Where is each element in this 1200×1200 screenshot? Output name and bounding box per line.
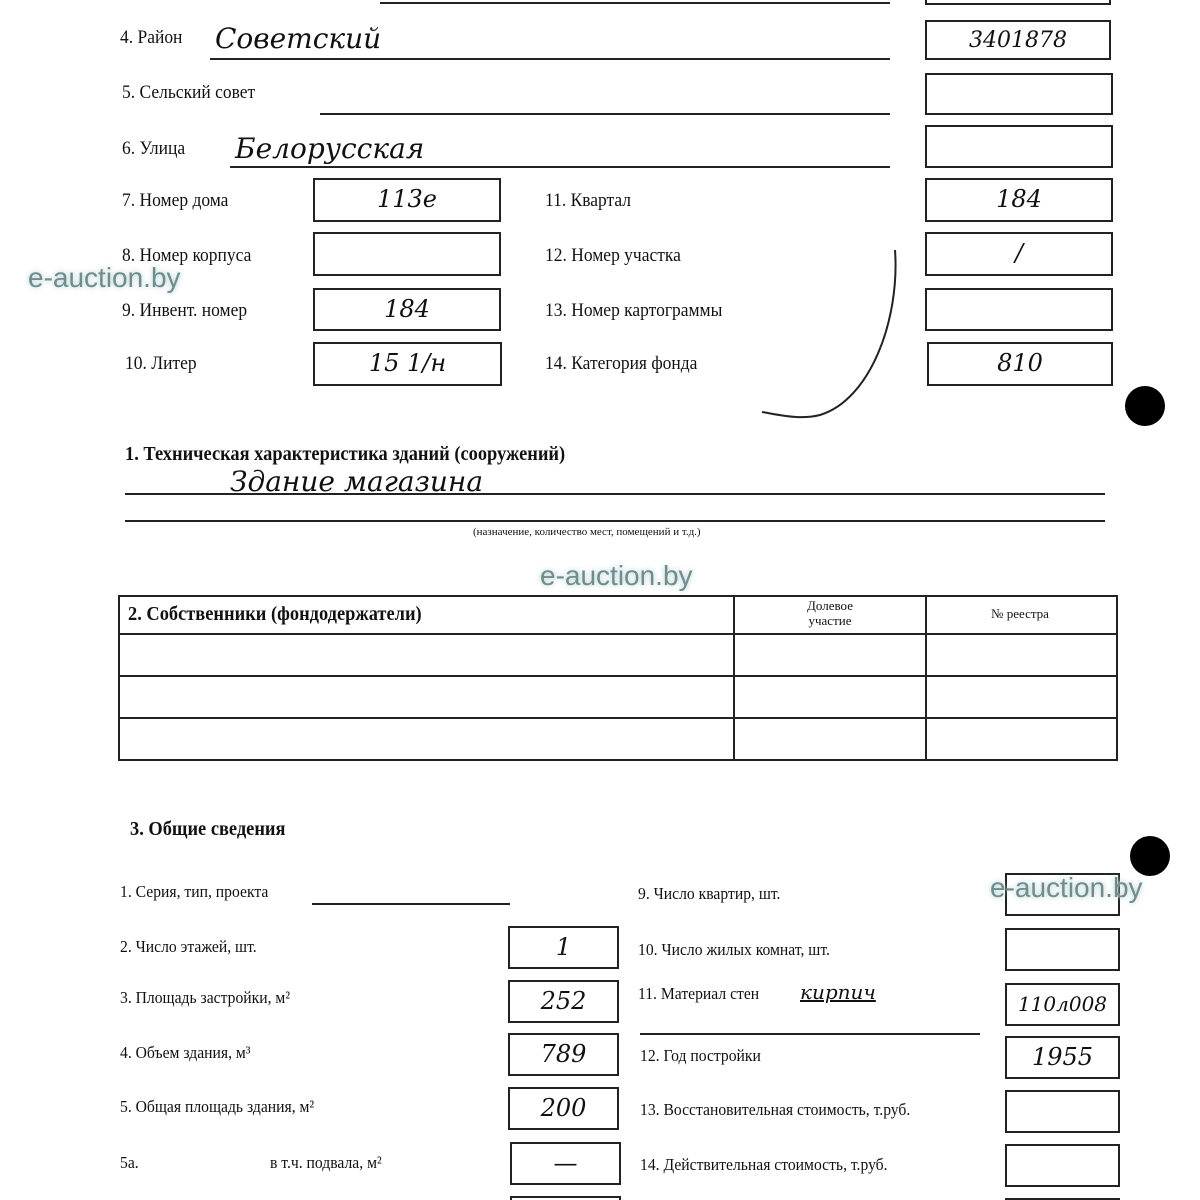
divider (733, 595, 735, 761)
rule (230, 166, 890, 168)
rooms-box (1005, 928, 1120, 971)
area-label: 5. Общая площадь здания, м² (120, 1097, 315, 1116)
house-value: 113е (376, 185, 437, 213)
year-box (1005, 1036, 1120, 1079)
block-value: 184 (996, 185, 1042, 213)
rule (640, 1033, 980, 1035)
rule (125, 520, 1105, 522)
year-value: 1955 (1031, 1043, 1094, 1071)
walls-box (1005, 983, 1120, 1026)
section1-value: Здание магазина (230, 465, 484, 498)
rule (125, 493, 1105, 495)
rule (312, 903, 510, 905)
area-value: 200 (540, 1094, 587, 1122)
restoration-cost-label: 13. Восстановительная стоимость, т.руб. (640, 1100, 911, 1119)
village-council-label: 5. Сельский совет (122, 82, 256, 103)
liter-box (313, 342, 502, 386)
house-label: 7. Номер дома (122, 190, 229, 211)
rule (320, 113, 890, 115)
section1-title: 1. Техническая характеристика зданий (сооружений) (125, 443, 566, 465)
divider (118, 633, 1118, 635)
building-label: 8. Номер корпуса (122, 245, 252, 266)
restoration-cost-box (1005, 1090, 1120, 1133)
field-box (510, 1196, 621, 1200)
apartments-label: 9. Число квартир, шт. (638, 884, 781, 903)
field-box (925, 0, 1111, 5)
cartogram-box (925, 288, 1113, 331)
volume-box (508, 1033, 619, 1076)
footprint-value: 252 (540, 987, 587, 1015)
walls-label: 11. Материал стен (638, 984, 760, 1003)
walls-material: кирпич (800, 980, 876, 1004)
col-share: Долевое участие (807, 598, 853, 628)
fund-value: 810 (997, 349, 1043, 377)
series-label: 1. Серия, тип, проекта (120, 882, 269, 901)
fund-label: 14. Категория фонда (545, 353, 698, 374)
district-code: 3401878 (969, 28, 1067, 53)
watermark: e-auction.by (28, 262, 181, 293)
field-box (925, 125, 1113, 168)
cartogram-label: 13. Номер картограммы (545, 300, 723, 321)
street-label: 6. Улица (122, 138, 186, 159)
section2-title: 2. Собственники (фондодержатели) (128, 603, 422, 625)
pen-stroke (750, 240, 910, 430)
walls-code: 110л008 (1017, 992, 1108, 1016)
watermark: e-auction.by (540, 560, 693, 591)
watermark: e-auction.by (990, 872, 1143, 903)
footprint-label: 3. Площадь застройки, м² (120, 988, 291, 1007)
liter-label: 10. Литер (125, 353, 197, 374)
building-box (313, 232, 501, 276)
plot-box (925, 232, 1113, 276)
floors-label: 2. Число этажей, шт. (120, 937, 257, 956)
actual-cost-box (1005, 1144, 1120, 1187)
divider (118, 675, 1118, 677)
rule (210, 58, 890, 60)
punch-hole (1130, 836, 1170, 876)
inventory-value: 184 (384, 295, 430, 323)
basement-box (510, 1142, 621, 1185)
basement-label: в т.ч. подвала, м² (270, 1153, 382, 1172)
basement-value: — (553, 1149, 578, 1177)
punch-hole (1125, 386, 1165, 426)
field-box (925, 73, 1113, 115)
district-label: 4. Район (120, 27, 183, 48)
district-code-box (925, 20, 1111, 60)
plot-value: / (1014, 239, 1024, 267)
inventory-label: 9. Инвент. номер (122, 300, 248, 321)
footprint-box (508, 980, 619, 1023)
col-registry: № реестра (991, 606, 1049, 621)
inventory-box (313, 288, 501, 331)
liter-value: 15 1/н (368, 349, 447, 377)
street-value: Белорусская (235, 132, 425, 165)
floors-value: 1 (555, 933, 572, 961)
volume-label: 4. Объем здания, м³ (120, 1043, 251, 1062)
rule (380, 2, 890, 4)
house-box (313, 178, 501, 222)
section1-caption: (назначение, количество мест, помещений и т.д.) (473, 526, 701, 538)
volume-value: 789 (540, 1040, 587, 1068)
block-box (925, 178, 1113, 222)
rooms-label: 10. Число жилых комнат, шт. (638, 940, 830, 959)
fund-box (927, 342, 1113, 386)
district-value: Советский (215, 22, 382, 55)
divider (925, 595, 927, 761)
section3-title: 3. Общие сведения (130, 818, 286, 840)
actual-cost-label: 14. Действительная стоимость, т.руб. (640, 1155, 888, 1174)
basement-num: 5а. (120, 1153, 139, 1172)
year-label: 12. Год постройки (640, 1046, 761, 1065)
plot-label: 12. Номер участка (545, 245, 681, 266)
area-box (508, 1087, 619, 1130)
divider (118, 717, 1118, 719)
block-label: 11. Квартал (545, 190, 632, 211)
floors-box (508, 926, 619, 969)
